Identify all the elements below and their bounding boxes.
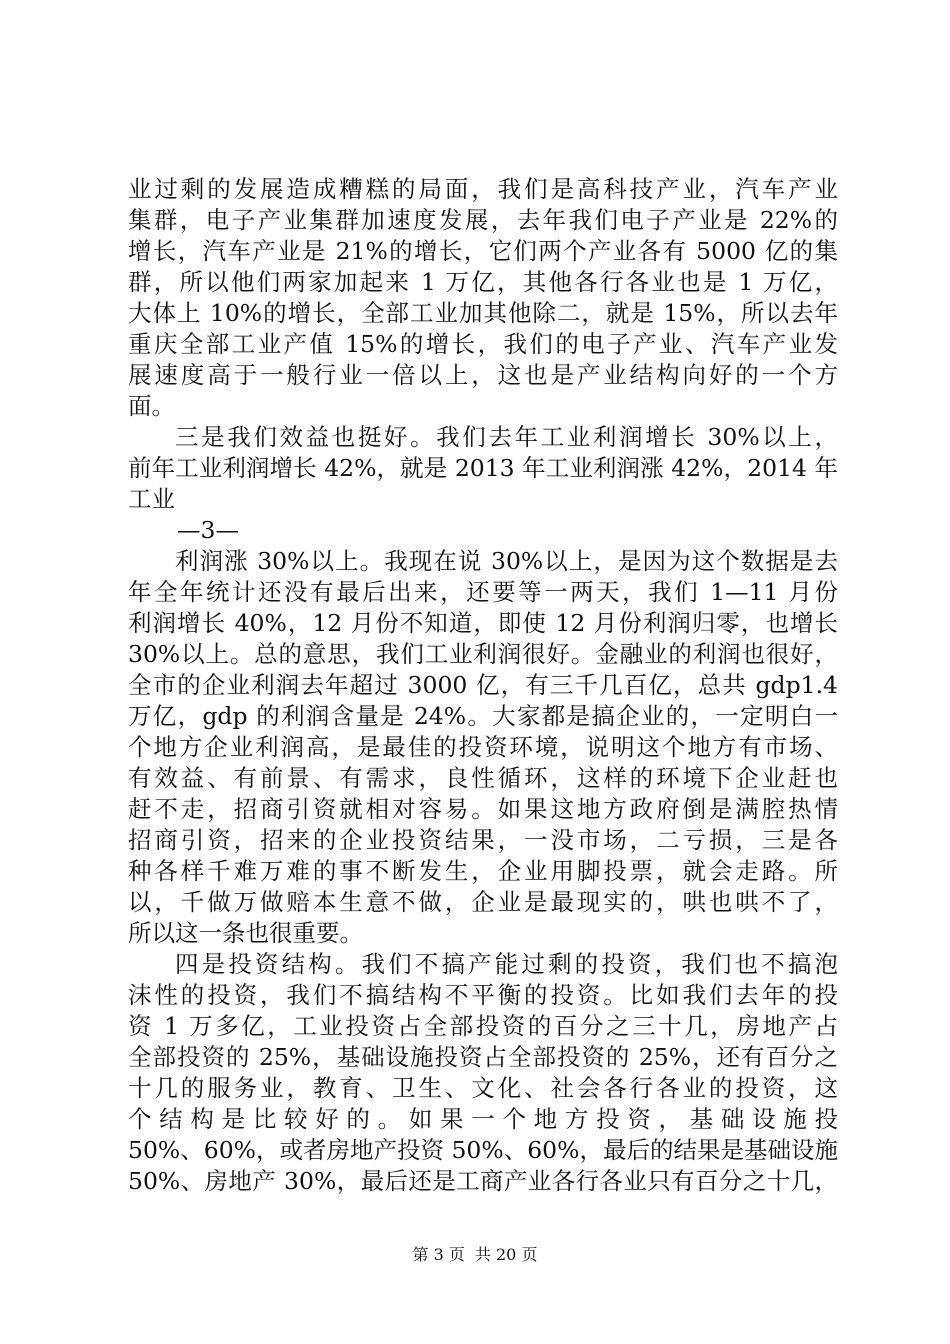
text-line: 增长，汽车产业是 21%的增长，它们两个产业各有 5000 亿的集 — [128, 237, 838, 265]
text-line: 招商引资，招来的企业投资结果，一没市场，二亏损，三是各 — [128, 826, 838, 854]
text-line: 利润增长 40%，12 月份不知道，即使 12 月份利润归零，也增长 — [128, 609, 838, 637]
text-line: 资 1 万多亿，工业投资占全部投资的百分之三十几，房地产占 — [128, 1012, 838, 1040]
paragraph-first-line: 利润涨 30%以上。我现在说 30%以上，是因为这个数据是去 — [175, 547, 838, 575]
text-line: 展速度高于一般行业一倍以上，这也是产业结构向好的一个方 — [128, 361, 838, 389]
text-line: 大体上 10%的增长，全部工业加其他除二，就是 15%，所以去年 — [128, 299, 838, 327]
document-body — [128, 174, 838, 1197]
text-line: 面。 — [128, 392, 175, 420]
text-line: 业过剩的发展造成糟糕的局面，我们是高科技产业，汽车产业 — [128, 175, 838, 203]
page-footer — [0, 1244, 950, 1266]
text-line: 年全年统计还没有最后出来，还要等一两天，我们 1—11 月份 — [128, 578, 838, 606]
paragraph-first-line: 三是我们效益也挺好。我们去年工业利润增长 30%以上， — [175, 423, 838, 451]
text-line: 个地方企业利润高，是最佳的投资环境，说明这个地方有市场、 — [128, 733, 838, 761]
text-line: 50%、60%，或者房地产投资 50%、60%，最后的结果是基础设施 — [128, 1136, 838, 1164]
text-line: 十几的服务业，教育、卫生、文化、社会各行各业的投资，这 — [128, 1074, 838, 1102]
text-line: 种各样千难万难的事不断发生，企业用脚投票，就会走路。所 — [128, 857, 838, 885]
page-total: 共 20 页 — [474, 1245, 538, 1264]
text-line: 集群，电子产业集群加速度发展，去年我们电子产业是 22%的 — [128, 206, 838, 234]
text-line: 万亿，gdp 的利润含量是 24%。大家都是搞企业的，一定明白一 — [128, 702, 838, 730]
text-line: 所以这一条也很重要。 — [128, 919, 363, 947]
page-number: 第 3 页 — [412, 1245, 465, 1264]
text-line: 全市的企业利润去年超过 3000 亿，有三千几百亿，总共 gdp1.4 — [128, 671, 838, 699]
text-line: 以，千做万做赔本生意不做，企业是最现实的，哄也哄不了， — [128, 888, 838, 916]
paragraph-first-line: 四是投资结构。我们不搞产能过剩的投资，我们也不搞泡 — [175, 950, 838, 978]
text-line: 沫性的投资，我们不搞结构不平衡的投资。比如我们去年的投 — [128, 981, 838, 1009]
text-line: 工业 — [128, 485, 175, 513]
text-line: 个结构是比较好的。如果一个地方投资，基础设施投 — [128, 1105, 838, 1133]
page-marker: —3— — [177, 516, 239, 544]
text-line: 重庆全部工业产值 15%的增长，我们的电子产业、汽车产业发 — [128, 330, 838, 358]
text-line: 有效益、有前景、有需求，良性循环，这样的环境下企业赶也 — [128, 764, 838, 792]
text-line: 群，所以他们两家加起来 1 万亿，其他各行各业也是 1 万亿， — [128, 268, 838, 296]
text-line: 赶不走，招商引资就相对容易。如果这地方政府倒是满腔热情 — [128, 795, 838, 823]
text-line: 全部投资的 25%，基础设施投资占全部投资的 25%，还有百分之 — [128, 1043, 838, 1071]
text-line: 30%以上。总的意思，我们工业利润很好。金融业的利润也很好， — [128, 640, 838, 668]
text-line: 前年工业利润增长 42%，就是 2013 年工业利润涨 42%，2014 年 — [128, 454, 838, 482]
text-line: 50%、房地产 30%，最后还是工商产业各行各业只有百分之十几， — [128, 1167, 838, 1195]
